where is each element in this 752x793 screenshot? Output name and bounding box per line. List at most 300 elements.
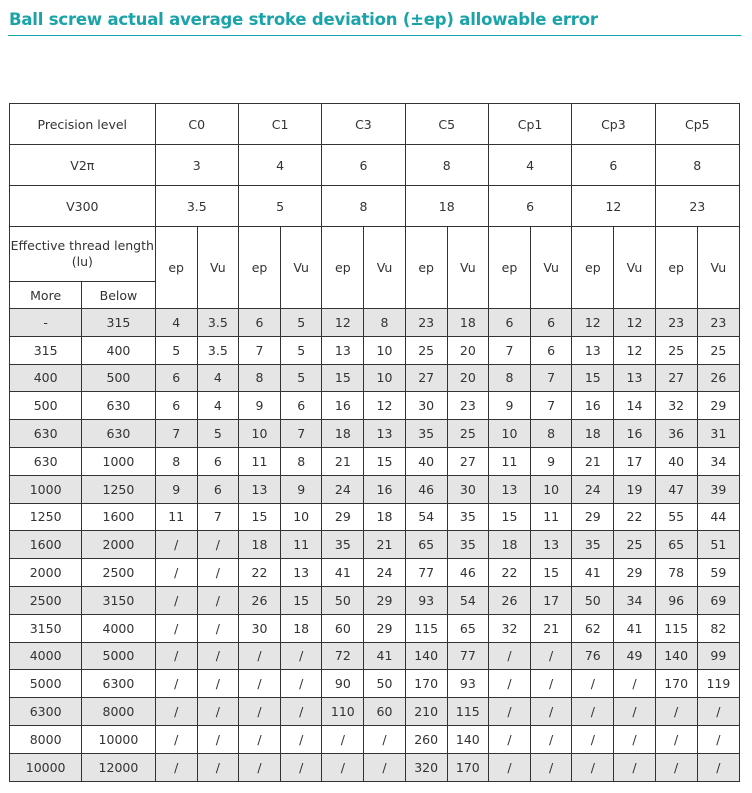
below-cell: 400 (82, 336, 155, 364)
vu-cell: 50 (364, 670, 405, 698)
vu-cell: 46 (447, 559, 488, 587)
ep-cell: 4 (155, 309, 197, 337)
ep-cell: / (155, 531, 197, 559)
ep-cell: 15 (488, 503, 530, 531)
vu-cell: / (614, 698, 655, 726)
ep-cell: / (155, 753, 197, 781)
ep-cell: / (155, 586, 197, 614)
vu-cell: 19 (614, 475, 655, 503)
below-cell: 315 (82, 309, 155, 337)
vu-cell: 39 (697, 475, 739, 503)
vu-cell: / (697, 698, 739, 726)
vu-cell: 8 (281, 447, 322, 475)
more-cell: 315 (10, 336, 82, 364)
v300-value: 3.5 (155, 186, 238, 227)
ep-header: ep (655, 227, 697, 309)
vu-cell: 23 (447, 392, 488, 420)
vu-cell: 20 (447, 364, 488, 392)
below-cell: 10000 (82, 725, 155, 753)
ep-cell: 8 (155, 447, 197, 475)
ep-cell: / (238, 753, 280, 781)
vu-cell: 60 (364, 698, 405, 726)
ep-cell: 25 (405, 336, 447, 364)
below-header: Below (82, 282, 155, 309)
vu-cell: 12 (364, 392, 405, 420)
v300-value: 23 (655, 186, 739, 227)
more-cell: 2500 (10, 586, 82, 614)
ep-cell: / (155, 642, 197, 670)
vu-cell: / (281, 753, 322, 781)
below-cell: 8000 (82, 698, 155, 726)
table-row (10, 336, 740, 364)
more-cell: 500 (10, 392, 82, 420)
vu-cell: 9 (531, 447, 572, 475)
ep-cell: 25 (655, 336, 697, 364)
vu-cell: 4 (197, 392, 238, 420)
ep-cell: 62 (572, 614, 614, 642)
vu-header: Vu (531, 227, 572, 309)
ep-cell: 78 (655, 559, 697, 587)
vu-cell: / (531, 698, 572, 726)
ep-cell: 170 (655, 670, 697, 698)
ep-cell: 13 (488, 475, 530, 503)
ep-cell: 10 (238, 420, 280, 448)
vu-cell: 99 (697, 642, 739, 670)
thread-header-row (10, 227, 740, 282)
vu-cell: / (281, 725, 322, 753)
vu-cell: 65 (447, 614, 488, 642)
ep-header: ep (322, 227, 364, 309)
vu-cell: / (697, 725, 739, 753)
table-row (10, 614, 740, 642)
precision-level: C1 (238, 104, 321, 145)
ep-cell: / (155, 725, 197, 753)
ep-cell: 35 (572, 531, 614, 559)
ep-cell: 7 (488, 336, 530, 364)
v2pi-value: 3 (155, 145, 238, 186)
vu-cell: 20 (447, 336, 488, 364)
vu-cell: 8 (364, 309, 405, 337)
vu-cell: / (614, 670, 655, 698)
vu-cell: 4 (197, 364, 238, 392)
vu-cell: / (197, 670, 238, 698)
ep-header: ep (405, 227, 447, 309)
below-cell: 1000 (82, 447, 155, 475)
vu-cell: 30 (447, 475, 488, 503)
more-cell: 10000 (10, 753, 82, 781)
vu-cell: 25 (697, 336, 739, 364)
vu-cell: 6 (531, 309, 572, 337)
ep-cell: 22 (488, 559, 530, 587)
vu-cell: 13 (281, 559, 322, 587)
table-row (10, 725, 740, 753)
ep-cell: / (322, 725, 364, 753)
below-cell: 2000 (82, 531, 155, 559)
more-cell: 3150 (10, 614, 82, 642)
ep-cell: / (155, 670, 197, 698)
vu-cell: 29 (614, 559, 655, 587)
ep-cell: 15 (238, 503, 280, 531)
ep-cell: / (155, 559, 197, 587)
ep-cell: 18 (238, 531, 280, 559)
ep-cell: 65 (405, 531, 447, 559)
ep-cell: 10 (488, 420, 530, 448)
more-header: More (10, 282, 82, 309)
vu-cell: / (531, 753, 572, 781)
table-row (10, 475, 740, 503)
ep-cell: 320 (405, 753, 447, 781)
ep-cell: 30 (405, 392, 447, 420)
vu-cell: 44 (697, 503, 739, 531)
precision-level: C0 (155, 104, 238, 145)
more-cell: 4000 (10, 642, 82, 670)
ep-cell: / (238, 725, 280, 753)
table-row (10, 698, 740, 726)
vu-header: Vu (697, 227, 739, 309)
ep-cell: 110 (322, 698, 364, 726)
more-cell: 6300 (10, 698, 82, 726)
vu-cell: 7 (197, 503, 238, 531)
ep-cell: / (488, 698, 530, 726)
vu-cell: 13 (614, 364, 655, 392)
vu-cell: 25 (614, 531, 655, 559)
vu-cell: / (281, 698, 322, 726)
title-underline (8, 35, 741, 36)
below-cell: 1250 (82, 475, 155, 503)
ep-cell: / (322, 753, 364, 781)
vu-cell: 6 (531, 336, 572, 364)
ep-cell: 115 (405, 614, 447, 642)
ep-cell: / (155, 614, 197, 642)
below-cell: 630 (82, 392, 155, 420)
ep-cell: 40 (405, 447, 447, 475)
ep-cell: 18 (572, 420, 614, 448)
v2pi-value: 8 (405, 145, 488, 186)
table-row (10, 586, 740, 614)
ep-cell: 260 (405, 725, 447, 753)
ep-cell: 35 (405, 420, 447, 448)
vu-cell: 21 (531, 614, 572, 642)
vu-header: Vu (447, 227, 488, 309)
ep-cell: 96 (655, 586, 697, 614)
ep-cell: 12 (572, 309, 614, 337)
v2pi-label: V2π (10, 145, 156, 186)
vu-cell: 17 (614, 447, 655, 475)
ep-cell: / (488, 725, 530, 753)
vu-cell: / (614, 753, 655, 781)
ep-cell: / (488, 670, 530, 698)
ep-cell: 21 (322, 447, 364, 475)
vu-cell: / (281, 642, 322, 670)
vu-cell: 51 (697, 531, 739, 559)
vu-cell: 15 (531, 559, 572, 587)
page-title: Ball screw actual average stroke deviation (±ep) allowable error (9, 10, 598, 29)
vu-cell: 115 (447, 698, 488, 726)
vu-cell: 41 (364, 642, 405, 670)
vu-cell: 5 (281, 364, 322, 392)
vu-cell: / (531, 642, 572, 670)
ep-cell: 60 (322, 614, 364, 642)
vu-cell: 3.5 (197, 336, 238, 364)
vu-cell: 35 (447, 531, 488, 559)
v2pi-value: 6 (572, 145, 655, 186)
vu-cell: 93 (447, 670, 488, 698)
ep-cell: 140 (655, 642, 697, 670)
ep-cell: 35 (322, 531, 364, 559)
ep-cell: 32 (655, 392, 697, 420)
vu-cell: 18 (364, 503, 405, 531)
ep-cell: 18 (488, 531, 530, 559)
table-row (10, 531, 740, 559)
vu-cell: 13 (531, 531, 572, 559)
ep-cell: 210 (405, 698, 447, 726)
table-row (10, 309, 740, 337)
below-cell: 3150 (82, 586, 155, 614)
vu-cell: 5 (281, 336, 322, 364)
vu-cell: 41 (614, 614, 655, 642)
ep-cell: 8 (238, 364, 280, 392)
ep-cell: 77 (405, 559, 447, 587)
vu-cell: 7 (281, 420, 322, 448)
vu-cell: 18 (447, 309, 488, 337)
ep-cell: / (572, 725, 614, 753)
ep-cell: 40 (655, 447, 697, 475)
table-row (10, 364, 740, 392)
ep-cell: 11 (155, 503, 197, 531)
vu-cell: 22 (614, 503, 655, 531)
ep-cell: 16 (572, 392, 614, 420)
more-cell: 8000 (10, 725, 82, 753)
ep-cell: 50 (322, 586, 364, 614)
ep-cell: 90 (322, 670, 364, 698)
ep-cell: 6 (155, 364, 197, 392)
below-cell: 4000 (82, 614, 155, 642)
vu-cell: / (614, 725, 655, 753)
more-cell: 1600 (10, 531, 82, 559)
ep-cell: 22 (238, 559, 280, 587)
vu-cell: 69 (697, 586, 739, 614)
ep-cell: 24 (322, 475, 364, 503)
vu-cell: 21 (364, 531, 405, 559)
ep-cell: 41 (322, 559, 364, 587)
vu-header: Vu (197, 227, 238, 309)
ep-cell: 36 (655, 420, 697, 448)
ep-cell: / (655, 753, 697, 781)
more-cell: 5000 (10, 670, 82, 698)
ep-header: ep (155, 227, 197, 309)
vu-cell: 35 (447, 503, 488, 531)
ep-cell: / (655, 725, 697, 753)
vu-cell: 29 (364, 614, 405, 642)
ep-cell: 7 (238, 336, 280, 364)
vu-cell: / (697, 753, 739, 781)
more-cell: 630 (10, 420, 82, 448)
vu-cell: / (531, 670, 572, 698)
vu-cell: / (364, 753, 405, 781)
ep-cell: 6 (155, 392, 197, 420)
below-cell: 2500 (82, 559, 155, 587)
ep-cell: 21 (572, 447, 614, 475)
vu-cell: / (197, 725, 238, 753)
precision-level: C3 (322, 104, 405, 145)
vu-cell: 24 (364, 559, 405, 587)
ep-cell: 13 (572, 336, 614, 364)
ep-cell: 9 (488, 392, 530, 420)
ep-cell: 50 (572, 586, 614, 614)
ep-cell: / (655, 698, 697, 726)
table-row (10, 753, 740, 781)
ep-cell: 18 (322, 420, 364, 448)
ep-cell: 47 (655, 475, 697, 503)
v2pi-row (10, 145, 740, 186)
vu-cell: 17 (531, 586, 572, 614)
vu-cell: 54 (447, 586, 488, 614)
ep-cell: 13 (322, 336, 364, 364)
vu-cell: 27 (447, 447, 488, 475)
below-cell: 1600 (82, 503, 155, 531)
vu-cell: 34 (614, 586, 655, 614)
v2pi-value: 4 (238, 145, 321, 186)
ep-cell: 30 (238, 614, 280, 642)
vu-cell: 25 (447, 420, 488, 448)
vu-cell: 31 (697, 420, 739, 448)
vu-cell: 16 (364, 475, 405, 503)
ep-cell: / (488, 642, 530, 670)
ep-cell: 9 (155, 475, 197, 503)
vu-cell: 5 (281, 309, 322, 337)
table-row (10, 642, 740, 670)
ep-cell: 15 (572, 364, 614, 392)
vu-cell: 82 (697, 614, 739, 642)
vu-cell: / (197, 698, 238, 726)
vu-cell: 9 (281, 475, 322, 503)
ep-cell: 29 (322, 503, 364, 531)
more-cell: - (10, 309, 82, 337)
vu-cell: / (197, 559, 238, 587)
vu-cell: / (197, 753, 238, 781)
ep-cell: 26 (238, 586, 280, 614)
vu-cell: 34 (697, 447, 739, 475)
v300-value: 18 (405, 186, 488, 227)
vu-cell: / (364, 725, 405, 753)
vu-cell: 18 (281, 614, 322, 642)
v2pi-value: 6 (322, 145, 405, 186)
v2pi-value: 4 (488, 145, 571, 186)
ep-cell: / (238, 642, 280, 670)
ep-header: ep (488, 227, 530, 309)
vu-cell: 119 (697, 670, 739, 698)
ep-cell: 5 (155, 336, 197, 364)
vu-cell: 10 (281, 503, 322, 531)
v2pi-value: 8 (655, 145, 739, 186)
ep-cell: / (572, 753, 614, 781)
ep-cell: 8 (488, 364, 530, 392)
error-table (9, 103, 740, 782)
vu-cell: 10 (364, 364, 405, 392)
ep-cell: 76 (572, 642, 614, 670)
vu-cell: 59 (697, 559, 739, 587)
vu-cell: 14 (614, 392, 655, 420)
vu-cell: 7 (531, 364, 572, 392)
ep-cell: 16 (322, 392, 364, 420)
table-row (10, 503, 740, 531)
ep-cell: 6 (238, 309, 280, 337)
ep-cell: 55 (655, 503, 697, 531)
vu-cell: / (197, 531, 238, 559)
ep-cell: 41 (572, 559, 614, 587)
table-row (10, 420, 740, 448)
vu-cell: 10 (364, 336, 405, 364)
v300-value: 8 (322, 186, 405, 227)
vu-cell: 6 (197, 447, 238, 475)
ep-cell: 23 (405, 309, 447, 337)
vu-cell: 3.5 (197, 309, 238, 337)
vu-cell: 6 (281, 392, 322, 420)
v300-value: 6 (488, 186, 571, 227)
precision-level: Cp5 (655, 104, 739, 145)
ep-cell: 115 (655, 614, 697, 642)
more-cell: 630 (10, 447, 82, 475)
ep-cell: 32 (488, 614, 530, 642)
ep-cell: 27 (655, 364, 697, 392)
vu-cell: / (197, 642, 238, 670)
vu-cell: / (531, 725, 572, 753)
ep-cell: / (572, 670, 614, 698)
precision-level: Cp1 (488, 104, 571, 145)
below-cell: 5000 (82, 642, 155, 670)
vu-cell: 11 (281, 531, 322, 559)
precision-label: Precision level (10, 104, 156, 145)
vu-cell: 7 (531, 392, 572, 420)
v300-row (10, 186, 740, 227)
vu-cell: / (281, 670, 322, 698)
ep-cell: 54 (405, 503, 447, 531)
vu-cell: 49 (614, 642, 655, 670)
ep-cell: 7 (155, 420, 197, 448)
below-cell: 630 (82, 420, 155, 448)
more-cell: 1250 (10, 503, 82, 531)
vu-cell: 12 (614, 336, 655, 364)
vu-cell: 6 (197, 475, 238, 503)
vu-header: Vu (364, 227, 405, 309)
precision-level: Cp3 (572, 104, 655, 145)
ep-cell: 72 (322, 642, 364, 670)
ep-cell: 65 (655, 531, 697, 559)
vu-header: Vu (281, 227, 322, 309)
vu-cell: 15 (364, 447, 405, 475)
ep-cell: 170 (405, 670, 447, 698)
ep-cell: / (155, 698, 197, 726)
vu-cell: 15 (281, 586, 322, 614)
precision-row (10, 104, 740, 145)
vu-cell: 12 (614, 309, 655, 337)
ep-cell: / (238, 670, 280, 698)
precision-level: C5 (405, 104, 488, 145)
ep-cell: 9 (238, 392, 280, 420)
more-cell: 400 (10, 364, 82, 392)
vu-cell: / (197, 614, 238, 642)
vu-cell: 23 (697, 309, 739, 337)
below-cell: 500 (82, 364, 155, 392)
vu-cell: 29 (364, 586, 405, 614)
more-cell: 1000 (10, 475, 82, 503)
vu-cell: 16 (614, 420, 655, 448)
ep-cell: 15 (322, 364, 364, 392)
v300-value: 12 (572, 186, 655, 227)
ep-cell: / (238, 698, 280, 726)
vu-cell: 11 (531, 503, 572, 531)
v300-value: 5 (238, 186, 321, 227)
